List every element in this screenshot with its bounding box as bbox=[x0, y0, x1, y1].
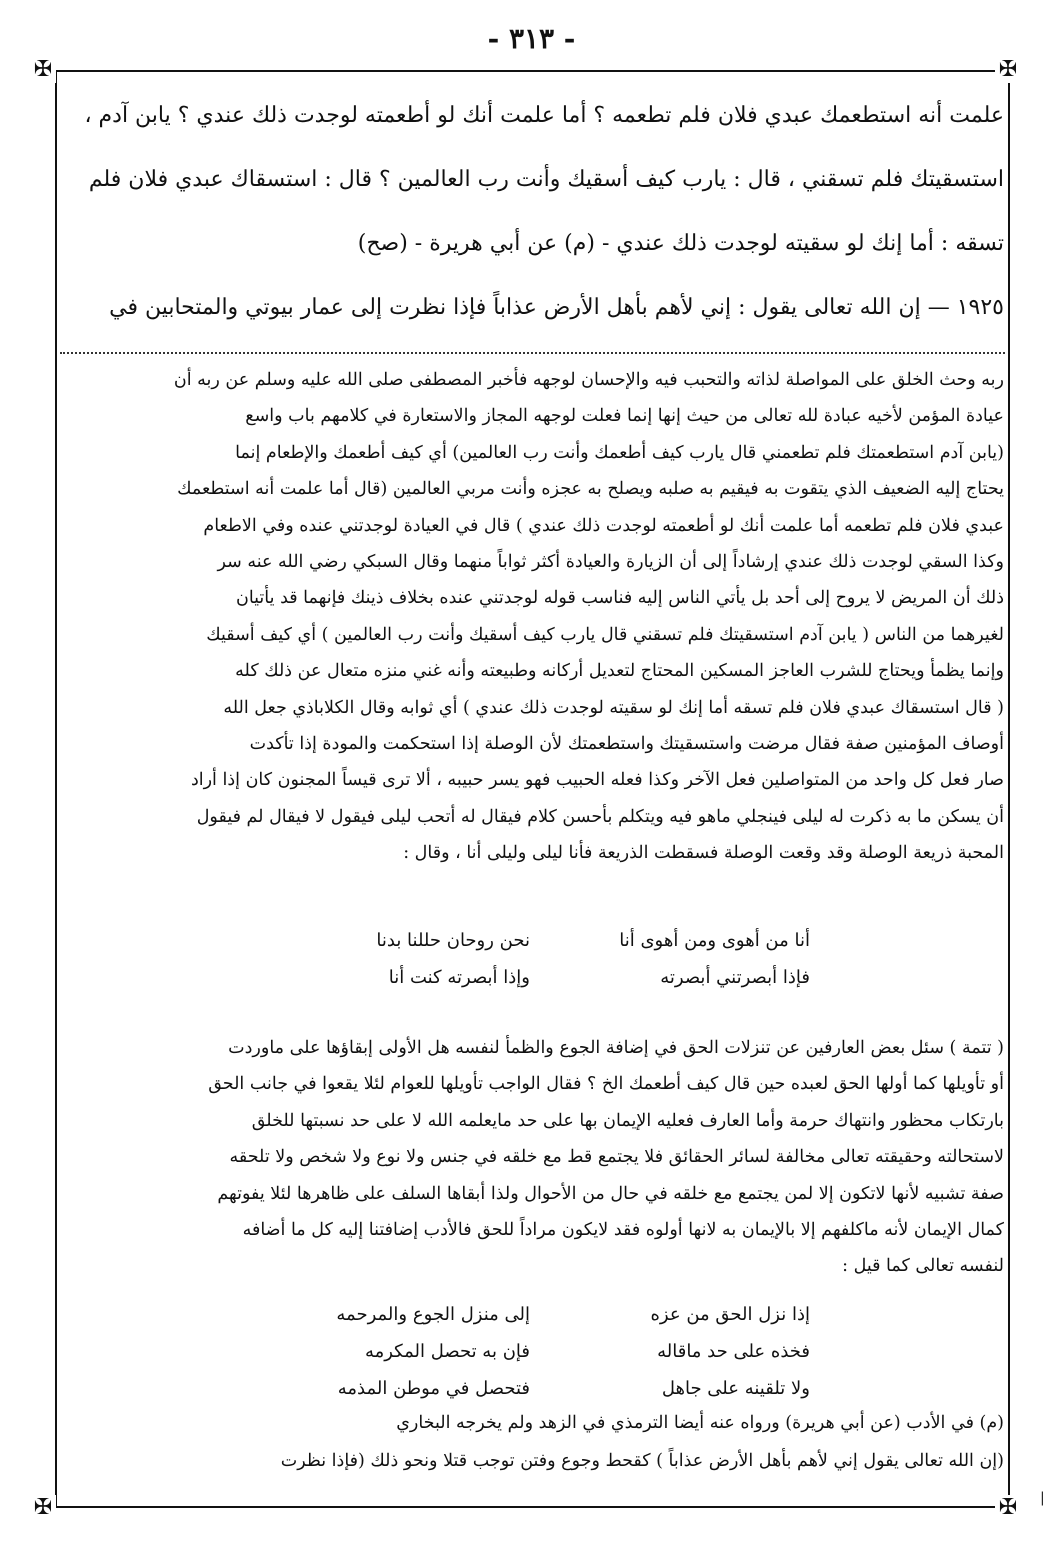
poem-verses bbox=[250, 1296, 810, 1407]
hadith-text bbox=[62, 84, 1004, 340]
corner-ornament-icon: ✠ bbox=[995, 1495, 1021, 1521]
hadith-line: علمت أنه استطعمك عبدي فلان فلم تطعمه ؟ أما علمت أنك لو أطعمته لوجدت ذلك عندي ؟ يابن آدم ، bbox=[84, 103, 1004, 128]
frame-top-rule bbox=[55, 70, 1010, 72]
poem-hemistich: فإن به تحصل المكرمه bbox=[364, 1341, 530, 1362]
commentary-line: وإنما يظمأ ويحتاج للشرب العاجز المسكين المحتاج لتعديل أركانه وطبيعته وأنه غني منزه متعال عن ذلك كله bbox=[235, 661, 1004, 682]
poem-hemistich: أنا من أهوى ومن أهوى أنا bbox=[619, 930, 810, 951]
commentary-line: ذلك أن المريض لا يروح إلى أحد بل يأتي الناس إليه فناسب قوله لوجدتني عنده بخلاف ذينك فإنهما قد يأتيان bbox=[235, 588, 1004, 609]
frame-bottom-rule bbox=[55, 1506, 1010, 1508]
commentary-line: عبدي فلان فلم تطعمه أما علمت أنك لو أطعمته لوجدت ذلك عندي ) قال في العيادة لوجدتني عنده وفي الاطعام bbox=[203, 515, 1004, 536]
poem-verse bbox=[250, 959, 810, 996]
poem-hemistich: ولا تلقينه على جاهل bbox=[661, 1378, 810, 1399]
commentary-line: وكذا السقي لوجدت ذلك عندي إرشاداً إلى أن الزيارة والعيادة أكثر ثواباً منهما وقال السبكي رضي الله عنه سر bbox=[217, 551, 1004, 572]
poem-verse bbox=[250, 922, 810, 959]
poem-hemistich: فتحصل في موطن المذمه bbox=[337, 1378, 530, 1399]
commentary-line: أن يسكن ما به ذكرت له ليلى فينجلي ماهو فيه ويتكلم بأحسن كلام فيقال له أتحب ليلى فيقول لا فيقال لم فيقول bbox=[196, 806, 1004, 827]
hadith-line: تسقه : أما إنك لو سقيته لوجدت ذلك عندي - (م) عن أبي هريرة - (صح) bbox=[357, 231, 1004, 256]
dotted-separator bbox=[60, 352, 1005, 354]
frame-right-rule bbox=[1008, 70, 1010, 1508]
commentary-line: كمال الإيمان لأنه ماكلفهم إلا بالإيمان به لانها أولوه فقد لايكون مراداً للحق فالأدب إضافتنا إليه كل ما أضافه bbox=[242, 1219, 1004, 1240]
commentary-line: المحبة ذريعة الوصلة وقد وقعت الوصلة فسقطت الذريعة فأنا ليلى وليلى أنا ، وقال : bbox=[403, 843, 1004, 864]
commentary-line: لاستحالته وحقيقته تعالى مخالفة لسائر الحقائق فلا يجتمع قط مع خلقه في جنس ولا نوع ولا شخص ولا تلحقه bbox=[229, 1147, 1004, 1168]
commentary-line: يحتاج إليه الضعيف الذي يتقوت به فيقيم به صلبه ويصلح به عجزه وأنت مربي العالمين (قال أما علمت أنه استطعمك bbox=[177, 479, 1004, 500]
poem-verse bbox=[250, 1370, 810, 1407]
poem-hemistich: إلى منزل الجوع والمرحمه bbox=[336, 1304, 530, 1325]
commentary-line: لغيرهما من الناس ( يابن آدم استسقيتك فلم تسقني قال يارب كيف أسقيك وأنت رب العالمين ) أي كيف أسقيك bbox=[206, 624, 1004, 645]
poem-verse bbox=[250, 1333, 810, 1370]
poem-hemistich: فإذا أبصرتني أبصرته bbox=[660, 967, 810, 988]
poem-hemistich: نحن روحان حللنا بدنا bbox=[376, 930, 530, 951]
commentary-line: بارتكاب محظور وانتهاك حرمة وأما العارف فعليه الإيمان بها على حد مايعلمه الله لا على حد نسبتها للخلق bbox=[251, 1110, 1004, 1131]
commentary-line: ربه وحث الخلق على المواصلة لذاته والتحبب فيه والإحسان لوجهه فأخبر المصطفى صلى الله عليه وسلم عن ربه أن bbox=[173, 370, 1004, 390]
poem-hemistich: فخذه على حد ماقاله bbox=[657, 1341, 810, 1362]
corner-ornament-icon: ✠ bbox=[995, 57, 1021, 83]
commentary-line: صار فعل كل واحد من المتواصلين فعل الآخر وكذا فعله الحبيب فهو يسر حبيبه ، ألا ترى قيساً المجنون كان إذا أراد bbox=[190, 770, 1004, 791]
commentary-line: ( تتمة ) سئل بعض العارفين عن تنزلات الحق في إضافة الجوع والظمأ لنفسه هل الأولى إبقاؤها على ماوردت bbox=[228, 1038, 1004, 1058]
page-number: - ٣١٣ - bbox=[487, 22, 576, 55]
footnotes bbox=[62, 1404, 1004, 1480]
poem-verses bbox=[250, 922, 810, 996]
footnote-line: (إن الله تعالى يقول إني لأهم بأهل الأرض عذاباً ) كقحط وجوع وفتن توجب قتلا ونحو ذلك (فإذا نظرت bbox=[280, 1451, 1004, 1471]
footnote-line: (م) في الأدب (عن أبي هريرة) ورواه عنه أيضا الترمذي في الزهد ولم يخرجه البخاري bbox=[396, 1413, 1004, 1433]
frame-left-rule bbox=[55, 70, 57, 1508]
commentary-line: عيادة المؤمن لأخيه عبادة لله تعالى من حيث إنها إنما فعلت لوجهه المجاز والاستعارة في كلامهم باب واسع bbox=[245, 406, 1004, 427]
hadith-line: استسقيتك فلم تسقني ، قال : يارب كيف أسقيك وأنت رب العالمين ؟ قال : استسقاك عبدي فلان فلم bbox=[88, 167, 1004, 192]
hadith-line: ١٩٢٥ — إن الله تعالى يقول : إني لأهم بأهل الأرض عذاباً فإذا نظرت إلى عمار بيوتي والمتحابين في bbox=[109, 295, 1004, 320]
corner-ornament-icon: ✠ bbox=[30, 1495, 56, 1521]
commentary-line: لنفسه تعالى كما قيل : bbox=[842, 1256, 1004, 1277]
commentary-line: صفة تشبيه لأنها لاتكون إلا لمن يجتمع مع خلقه في حال من الأحوال ولذا أبقاها السلف على ظاهرها لئلا يفوتهم bbox=[217, 1183, 1004, 1204]
poem-hemistich: وإذا أبصرته كنت أنا bbox=[388, 967, 530, 988]
margin-mark: | bbox=[1040, 1490, 1045, 1506]
corner-ornament-icon: ✠ bbox=[30, 57, 56, 83]
poem-hemistich: إذا نزل الحق من عزه bbox=[650, 1304, 810, 1325]
commentary-line: (يابن آدم استطعمتك فلم تطعمني قال يارب كيف أطعمك وأنت رب العالمين) أي كيف أطعمك والإطعام إنما bbox=[235, 442, 1004, 463]
commentary-text bbox=[62, 362, 1004, 871]
poem-verse bbox=[250, 1296, 810, 1333]
commentary-line: ( قال استسقاك عبدي فلان فلم تسقه أما إنك لو سقيته لوجدت ذلك عندي ) أي ثوابه وقال الكلاباذي جعل الله bbox=[223, 697, 1004, 718]
commentary-line: أو تأويلها كما أولها الحق لعبده حين قال كيف أطعمك الخ ؟ فقال الواجب تأويلها للعوام لئلا يقعوا في جانب الحق bbox=[208, 1074, 1004, 1095]
commentary-line: أوصاف المؤمنين صفة فقال مرضت واستسقيتك واستطعمتك لأن الوصلة إذا استحكمت والمودة إذا تأكدت bbox=[249, 733, 1004, 754]
commentary-tatimma bbox=[62, 1030, 1004, 1285]
